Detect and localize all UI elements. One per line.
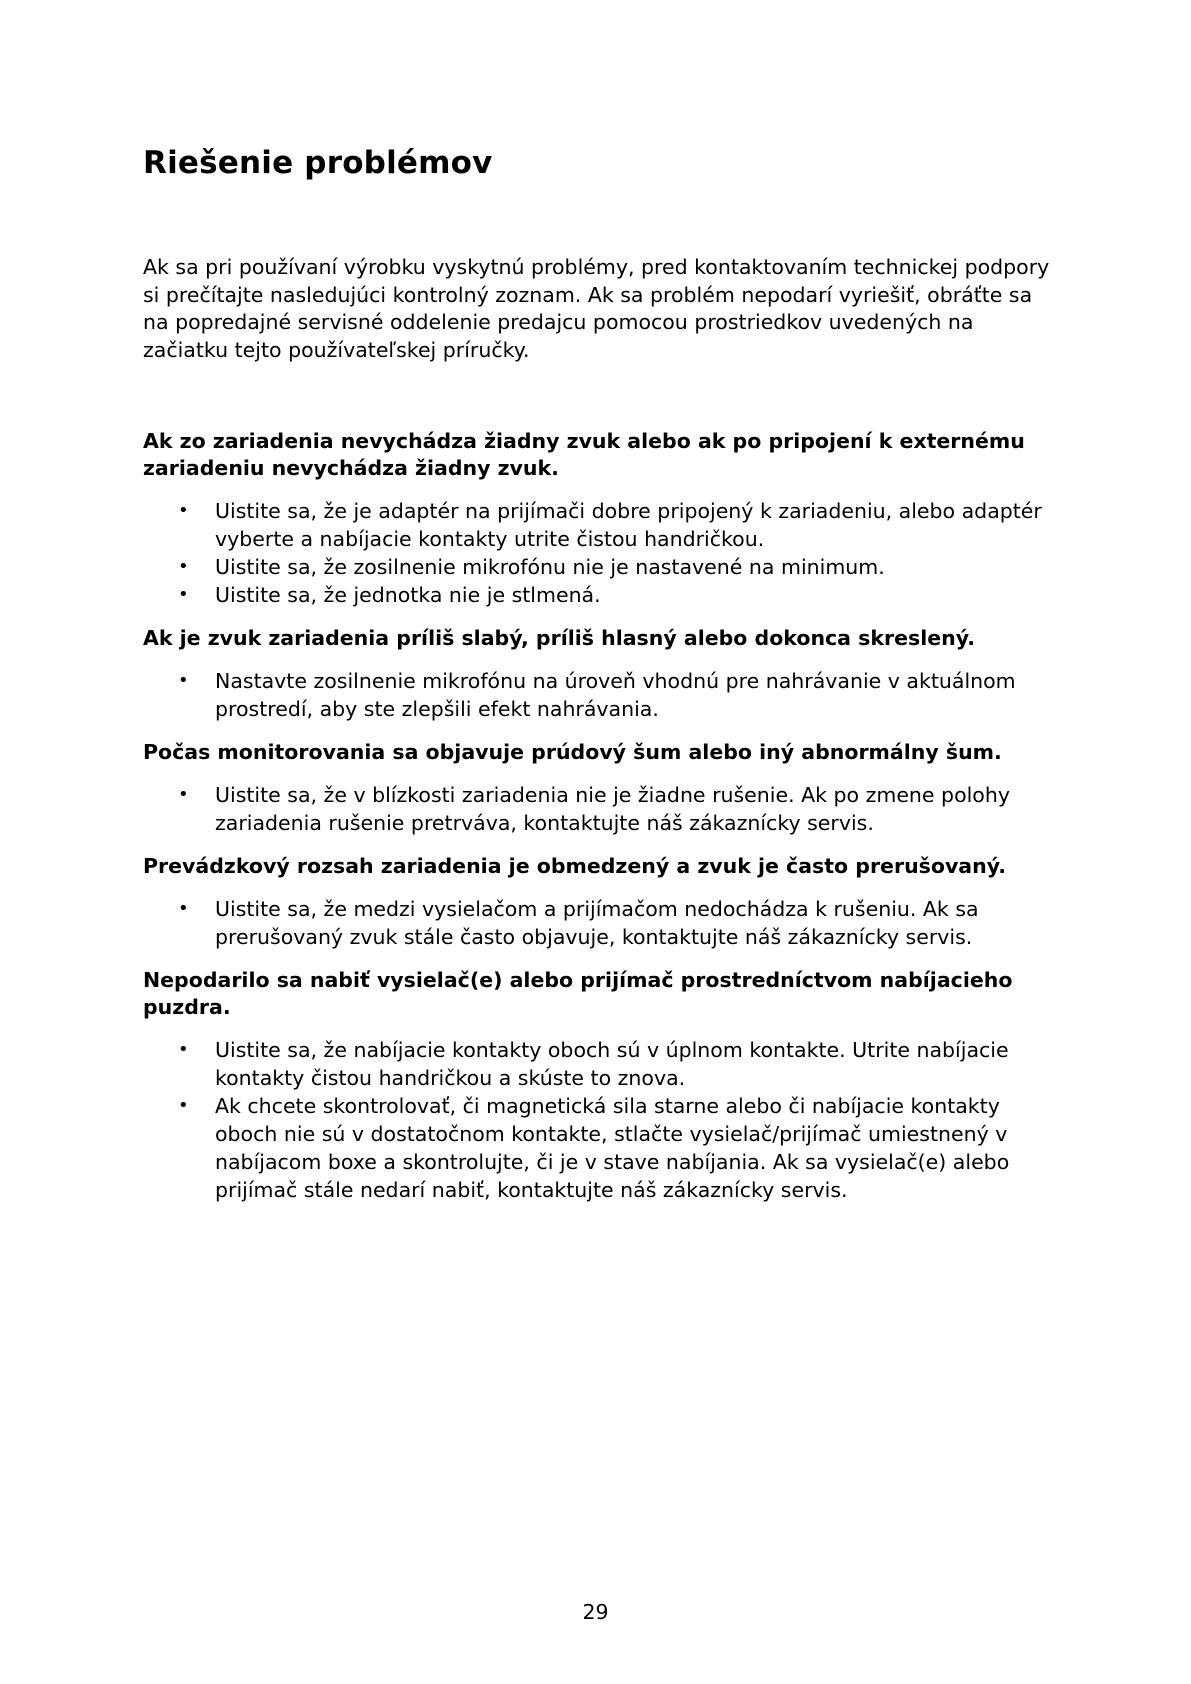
section-heading: Ak zo zariadenia nevychádza žiadny zvuk alebo ak po pripojení k externému zariadeniu nevychádza žiadny zvuk.	[143, 429, 1025, 480]
bullet-icon: •	[178, 898, 189, 919]
section-heading: Nepodarilo sa nabiť vysielač(e) alebo prijímač prostredníctvom nabíjacieho puzdra.	[143, 968, 1013, 1019]
document-page	[143, 138, 1063, 1204]
section-range	[143, 853, 1063, 951]
intro-paragraph: Ak sa pri používaní výrobku vyskytnú problémy, pred kontaktovaním technickej podpory si prečítajte nasledujúci kontrolný zoznam. Ak sa problém nepodarí vyriešiť, obráťte sa na popredajné servisné oddelenie predajcu pomocou prostriedkov uvedených na začiatku tejto používateľskej príručky.	[143, 255, 1050, 362]
list-item	[143, 781, 1063, 837]
bullet-icon: •	[178, 1095, 189, 1116]
bullet-icon: •	[178, 500, 189, 521]
bullet-list	[143, 781, 1063, 837]
list-item-text: Uistite sa, že v blízkosti zariadenia nie je žiadne rušenie. Ak po zmene polohy zariadenia rušenie pretrváva, kontaktujte náš zákaznícky servis.	[215, 783, 1010, 835]
list-item-text: Uistite sa, že medzi vysielačom a prijímačom nedochádza k rušeniu. Ak sa prerušovaný zvuk stále často objavuje, kontaktujte náš zákaznícky servis.	[215, 897, 979, 949]
bullet-list	[143, 895, 1063, 951]
bullet-icon: •	[178, 1039, 189, 1060]
list-item	[143, 497, 1063, 553]
page-title: Riešenie problémov	[143, 145, 493, 181]
bullet-list	[143, 667, 1063, 723]
list-item	[143, 1092, 1063, 1204]
bullet-list	[143, 1036, 1063, 1204]
section-noise	[143, 739, 1063, 837]
list-item-text: Uistite sa, že zosilnenie mikrofónu nie je nastavené na minimum.	[215, 555, 885, 579]
bullet-list	[143, 497, 1063, 609]
section-volume	[143, 625, 1063, 723]
bullet-icon: •	[178, 556, 189, 577]
bullet-icon: •	[178, 670, 189, 691]
list-item-text: Ak chcete skontrolovať, či magnetická sila starne alebo či nabíjacie kontakty oboch nie sú v dostatočnom kontakte, stlačte vysielač/prijímač umiestnený v nabíjacom boxe a skontrolujte, či je v stave nabíjania. Ak sa vysielač(e) alebo prijímač stále nedarí nabiť, kontaktujte náš zákaznícky servis.	[215, 1094, 1010, 1202]
list-item-text: Uistite sa, že jednotka nie je stlmená.	[215, 583, 601, 607]
list-item-text: Uistite sa, že je adaptér na prijímači dobre pripojený k zariadeniu, alebo adaptér vyberte a nabíjacie kontakty utrite čistou handričkou.	[215, 499, 1042, 551]
bullet-icon: •	[178, 784, 189, 805]
section-heading: Prevádzkový rozsah zariadenia je obmedzený a zvuk je často prerušovaný.	[143, 854, 1007, 878]
section-charging	[143, 967, 1063, 1204]
section-heading: Počas monitorovania sa objavuje prúdový šum alebo iný abnormálny šum.	[143, 740, 1002, 764]
page-number: 29	[582, 1600, 609, 1624]
list-item	[143, 553, 1063, 581]
list-item-text: Uistite sa, že nabíjacie kontakty oboch sú v úplnom kontakte. Utrite nabíjacie kontakty čistou handričkou a skúste to znova.	[215, 1038, 1009, 1090]
bullet-icon: •	[178, 584, 189, 605]
list-item	[143, 667, 1063, 723]
list-item	[143, 581, 1063, 609]
section-heading: Ak je zvuk zariadenia príliš slabý, príliš hlasný alebo dokonca skreslený.	[143, 626, 976, 650]
list-item	[143, 895, 1063, 951]
section-no-sound	[143, 428, 1063, 609]
list-item-text: Nastavte zosilnenie mikrofónu na úroveň vhodnú pre nahrávanie v aktuálnom prostredí, aby ste zlepšili efekt nahrávania.	[215, 669, 1016, 721]
list-item	[143, 1036, 1063, 1092]
